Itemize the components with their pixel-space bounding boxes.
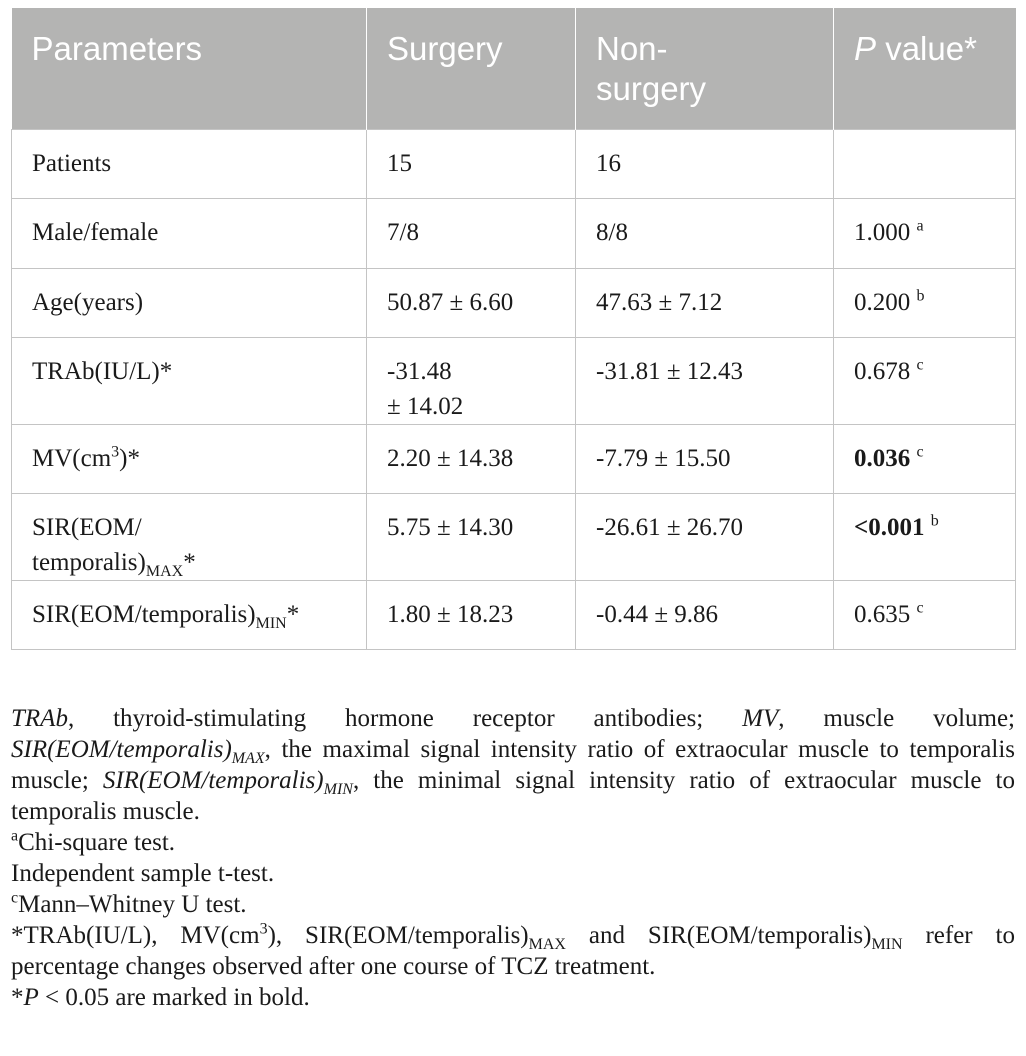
table-row	[12, 130, 1016, 199]
param-asterisk: *	[183, 549, 196, 576]
abbr-mv-def: , muscle volume;	[778, 705, 1015, 732]
p-superscript: b	[930, 512, 939, 530]
footnote-b-text: Independent sample t-test.	[11, 860, 275, 887]
cell-nonsurgery: -31.81 ± 12.43	[576, 338, 834, 425]
comparison-table	[11, 8, 1016, 650]
header-value-label: value*	[885, 30, 977, 67]
header-parameters: Parameters	[12, 8, 367, 130]
footnote-bold	[11, 982, 1015, 1013]
footnote-percentage	[11, 920, 1015, 982]
cell-p	[834, 199, 1016, 269]
abbr-sir-min: SIR(EOM/temporalis)	[102, 767, 324, 794]
abbr-trab-def: , thyroid-stimulating hormone receptor antibodies;	[67, 705, 743, 732]
cell-param: TRAb(IU/L)*	[12, 338, 367, 425]
table-footnotes	[11, 703, 1015, 1013]
param-subscript: MIN	[255, 615, 287, 632]
footnote-a-text: Chi-square test.	[18, 829, 176, 856]
fn6-text: < 0.05 are marked in bold.	[38, 984, 310, 1011]
cell-p	[834, 581, 1016, 650]
p-value-bold: 0.036	[854, 445, 911, 472]
abbreviations-note	[11, 703, 1015, 827]
table-container	[11, 8, 1015, 650]
footnote-c-text: Mann–Whitney U test.	[18, 891, 247, 918]
header-surgery: Surgery	[367, 8, 576, 130]
fn5-part2: ), SIR(EOM/temporalis)	[267, 922, 529, 949]
p-superscript: c	[916, 356, 924, 374]
footnote-a	[11, 827, 1015, 858]
p-superscript: a	[916, 217, 924, 235]
cell-param	[12, 581, 367, 650]
p-value: 0.635	[854, 601, 911, 628]
param-text: MV(cm	[32, 445, 112, 472]
fn5-sub-min: MIN	[871, 936, 903, 953]
param-subscript: MAX	[145, 563, 184, 580]
cell-surgery: 5.75 ± 14.30	[367, 494, 576, 581]
table-row	[12, 199, 1016, 269]
table-row	[12, 494, 1016, 581]
footnote-c-marker: c	[11, 889, 19, 907]
table-row	[12, 269, 1016, 338]
cell-p	[834, 269, 1016, 338]
cell-surgery: 7/8	[367, 199, 576, 269]
cell-surgery: 2.20 ± 14.38	[367, 425, 576, 494]
cell-param: Age(years)	[12, 269, 367, 338]
header-p-value	[834, 8, 1016, 130]
cell-nonsurgery: 16	[576, 130, 834, 199]
header-non-surgery-label: Non-surgery	[596, 30, 707, 107]
footnote-b	[11, 858, 1015, 889]
cell-nonsurgery: -26.61 ± 26.70	[576, 494, 834, 581]
fn5-sub-max: MAX	[528, 936, 566, 953]
fn6-p: P	[23, 984, 39, 1011]
footnote-c	[11, 889, 1015, 920]
cell-surgery	[367, 338, 576, 425]
cell-param: Male/female	[12, 199, 367, 269]
param-line2: temporalis)	[32, 549, 146, 576]
p-superscript: c	[916, 443, 924, 461]
p-value-bold: <0.001	[854, 514, 925, 541]
p-value: 0.678	[854, 358, 911, 385]
abbr-sir-min-def: , the minimal signal intensity ratio of extraocular muscle to temporalis muscle.	[11, 767, 1015, 825]
abbr-mv: MV	[742, 705, 779, 732]
footnote-a-marker: a	[11, 827, 19, 845]
param-line1: SIR(EOM/	[32, 514, 142, 541]
param-asterisk: )*	[119, 445, 140, 472]
p-superscript: c	[916, 599, 924, 617]
cell-surgery: 15	[367, 130, 576, 199]
cell-surgery: 50.87 ± 6.60	[367, 269, 576, 338]
cell-p	[834, 338, 1016, 425]
cell-nonsurgery: -7.79 ± 15.50	[576, 425, 834, 494]
cell-surgery: 1.80 ± 18.23	[367, 581, 576, 650]
param-asterisk: *	[286, 601, 300, 628]
table-row	[12, 338, 1016, 425]
p-value: 1.000	[854, 219, 911, 246]
table-row	[12, 425, 1016, 494]
table-row	[12, 581, 1016, 650]
cell-param	[12, 425, 367, 494]
abbr-sir-max: SIR(EOM/temporalis)	[11, 736, 232, 763]
abbr-sir-max-def: , the maximal signal intensity ratio of extraocular muscle to temporalis muscle;	[11, 736, 1015, 794]
cell-p	[834, 494, 1016, 581]
fn5-part3: and SIR(EOM/temporalis)	[565, 922, 872, 949]
param-text: SIR(EOM/temporalis)	[32, 601, 256, 628]
cell-param	[12, 494, 367, 581]
param-superscript: 3	[111, 443, 120, 461]
surgery-line1: -31.48	[387, 358, 452, 385]
cell-nonsurgery: -0.44 ± 9.86	[576, 581, 834, 650]
cell-param: Patients	[12, 130, 367, 199]
p-value: 0.200	[854, 289, 911, 316]
cell-nonsurgery: 8/8	[576, 199, 834, 269]
surgery-line2: ± 14.02	[387, 393, 464, 420]
header-p-letter: P	[854, 30, 877, 67]
p-superscript: b	[916, 287, 925, 305]
cell-p	[834, 130, 1016, 199]
cell-p	[834, 425, 1016, 494]
fn5-sup: 3	[259, 920, 268, 938]
abbr-sir-min-sub: MIN	[323, 781, 353, 798]
abbr-trab: TRAb	[11, 705, 68, 732]
fn6-asterisk: *	[11, 984, 24, 1011]
fn5-part4: refer to percentage changes observed after one course of TCZ treatment.	[11, 922, 1015, 980]
abbr-sir-max-sub: MAX	[231, 750, 265, 767]
fn5-part1: *TRAb(IU/L), MV(cm	[11, 922, 260, 949]
cell-nonsurgery: 47.63 ± 7.12	[576, 269, 834, 338]
table-header-row	[12, 8, 1016, 130]
header-non-surgery	[576, 8, 834, 130]
